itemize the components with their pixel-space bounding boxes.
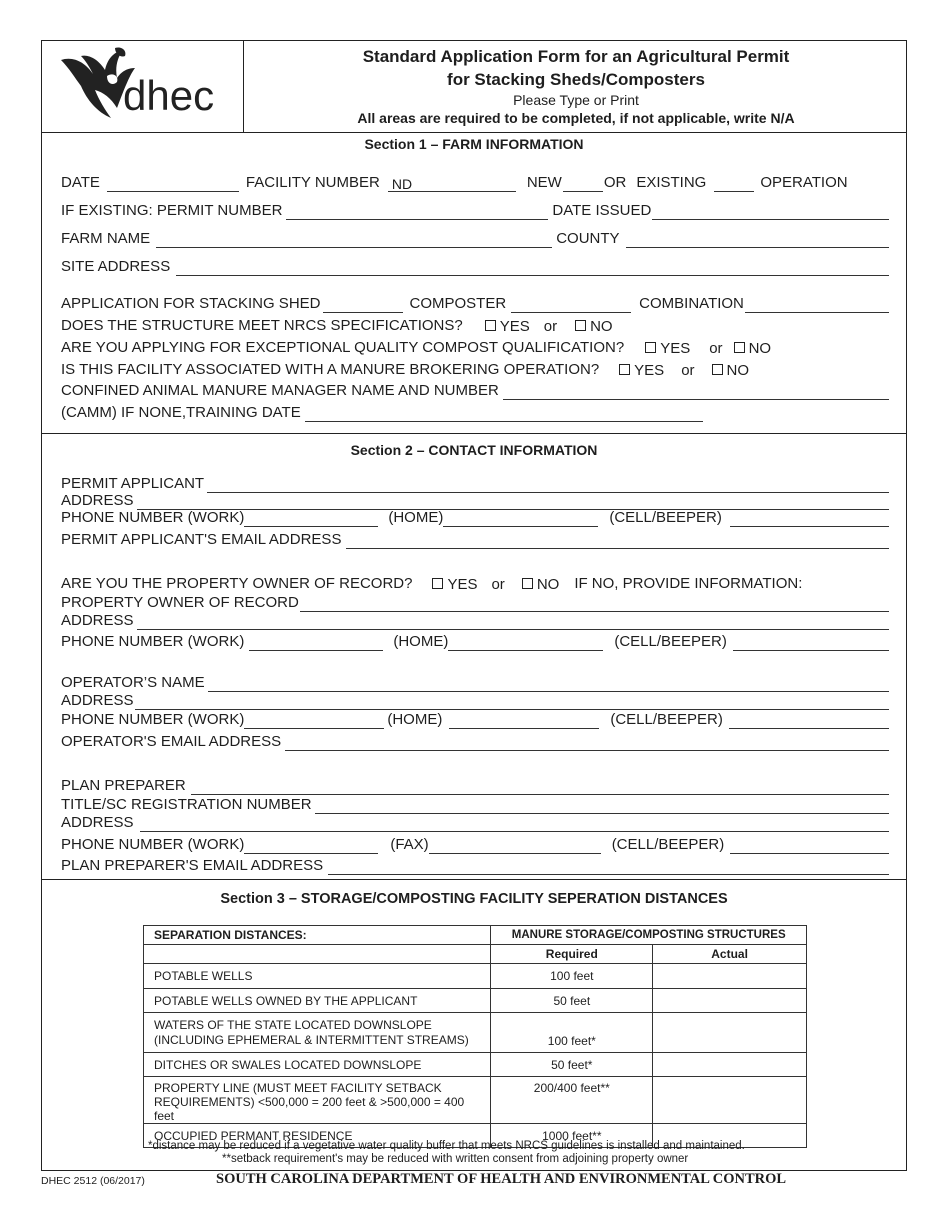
address-label: ADDRESS bbox=[61, 612, 134, 629]
home-label: (HOME) bbox=[388, 509, 444, 526]
row-applicant-email bbox=[61, 529, 890, 549]
county-label: COUNTY bbox=[556, 230, 620, 247]
owner-phone-home-field[interactable] bbox=[448, 636, 603, 651]
dhec-logo-icon bbox=[59, 46, 234, 124]
operator-phone-cell-field[interactable] bbox=[729, 714, 889, 729]
or-text: or bbox=[709, 340, 723, 357]
required-value: 50 feet* bbox=[491, 1053, 653, 1077]
or-text: or bbox=[491, 576, 505, 593]
distance-item: PROPERTY LINE (MUST MEET FACILITY SETBACK REQUIREMENTS) <500,000 = 200 feet & >500,000 = 400 feet bbox=[144, 1077, 491, 1124]
facility-number-field[interactable]: ND bbox=[388, 177, 516, 192]
owner-phone-work-field[interactable] bbox=[249, 636, 383, 651]
form-code: DHEC 2512 (06/2017) bbox=[41, 1175, 145, 1187]
operator-name-label: OPERATOR’S NAME bbox=[61, 674, 205, 691]
permit-applicant-label: PERMIT APPLICANT bbox=[61, 475, 205, 492]
preparer-phone-work-field[interactable] bbox=[244, 839, 378, 854]
operator-email-label: OPERATOR'S EMAIL ADDRESS bbox=[61, 733, 282, 750]
required-value: 100 feet* bbox=[491, 1013, 653, 1053]
distance-item: POTABLE WELLS OWNED BY THE APPLICANT bbox=[144, 989, 491, 1013]
fax-label: (FAX) bbox=[390, 836, 429, 853]
table-row bbox=[144, 1053, 807, 1077]
if-existing-label: IF EXISTING: PERMIT NUMBER bbox=[61, 202, 283, 219]
facility-number-label: FACILITY NUMBER bbox=[245, 174, 380, 191]
table-row bbox=[144, 964, 807, 989]
header-divider bbox=[41, 132, 907, 133]
checkbox-icon[interactable] bbox=[619, 364, 630, 375]
preparer-fax-field[interactable] bbox=[429, 839, 601, 854]
preparer-phone-cell-field[interactable] bbox=[730, 839, 889, 854]
brokering-no-option[interactable]: NO bbox=[712, 362, 750, 379]
row-site-address bbox=[61, 256, 890, 276]
form-title-line2: for Stacking Sheds/Composters bbox=[447, 70, 705, 89]
nrcs-yes-option[interactable]: YES bbox=[485, 318, 530, 335]
cell-label: (CELL/BEEPER) bbox=[609, 509, 722, 526]
checkbox-icon[interactable] bbox=[432, 578, 443, 589]
eq-compost-yes-option[interactable]: YES bbox=[645, 340, 690, 357]
operator-phone-work-field[interactable] bbox=[244, 714, 384, 729]
composter-label: COMPOSTER bbox=[409, 295, 507, 312]
owner-address-field[interactable] bbox=[137, 615, 889, 630]
row-farm-name bbox=[61, 228, 890, 248]
structures-header: MANURE STORAGE/COMPOSTING STRUCTURES bbox=[491, 926, 807, 945]
checkbox-icon[interactable] bbox=[485, 320, 496, 331]
distance-item: POTABLE WELLS bbox=[144, 964, 491, 989]
eq-compost-no-option[interactable]: NO bbox=[734, 340, 772, 357]
row-date-facility bbox=[61, 172, 890, 192]
eq-compost-question: ARE YOU APPLYING FOR EXCEPTIONAL QUALITY COMPOST QUALIFICATION? bbox=[61, 339, 625, 356]
or-text: or bbox=[681, 362, 695, 379]
table-row bbox=[144, 1013, 807, 1053]
required-value: 200/400 feet** bbox=[491, 1077, 653, 1124]
logo-box bbox=[41, 40, 244, 133]
owner-phone-cell-field[interactable] bbox=[733, 636, 889, 651]
row-camm-training bbox=[61, 402, 890, 422]
farm-name-label: FARM NAME bbox=[61, 230, 151, 247]
operator-address-field[interactable] bbox=[135, 695, 889, 710]
separation-distances-table bbox=[143, 925, 807, 1148]
footnote-vegetative-buffer: *distance may be reduced if a vegetative water quality buffer that meets NRCS guidelines is installed and maintained. bbox=[148, 1140, 745, 1152]
permit-number-field[interactable] bbox=[286, 205, 548, 220]
row-property-owner bbox=[61, 592, 890, 612]
organization-name: SOUTH CAROLINA DEPARTMENT OF HEALTH AND ENVIRONMENTAL CONTROL bbox=[216, 1171, 787, 1187]
applicant-email-field[interactable] bbox=[346, 534, 889, 549]
checkbox-icon[interactable] bbox=[645, 342, 656, 353]
row-preparer-address bbox=[61, 812, 890, 832]
section3-title: Section 3 – STORAGE/COMPOSTING FACILITY SEPERATION DISTANCES bbox=[220, 891, 728, 907]
site-address-label: SITE ADDRESS bbox=[61, 258, 171, 275]
row-application-for bbox=[61, 293, 890, 313]
phone-work-label: PHONE NUMBER (WORK) bbox=[61, 633, 245, 650]
row-operator-address bbox=[61, 690, 890, 710]
address-label: ADDRESS bbox=[61, 692, 134, 709]
actual-input[interactable] bbox=[653, 1077, 807, 1124]
row-title-registration bbox=[61, 794, 890, 814]
operator-phone-home-field[interactable] bbox=[449, 714, 599, 729]
property-owner-label: PROPERTY OWNER OF RECORD bbox=[61, 594, 299, 611]
checkbox-icon[interactable] bbox=[712, 364, 723, 375]
form-requirement: All areas are required to be completed, if not applicable, write N/A bbox=[357, 110, 795, 126]
row-preparer-email bbox=[61, 855, 890, 875]
phone-work-label: PHONE NUMBER (WORK) bbox=[61, 711, 245, 728]
plan-preparer-field[interactable] bbox=[191, 780, 889, 795]
row-preparer-phone bbox=[61, 834, 890, 854]
row-permit-number bbox=[61, 200, 890, 220]
distance-item: OCCUPIED PERMANT RESIDENCE bbox=[144, 1124, 491, 1148]
row-operator-name bbox=[61, 672, 890, 692]
combination-label: COMBINATION bbox=[639, 295, 744, 312]
required-header: Required bbox=[491, 945, 653, 964]
actual-input[interactable] bbox=[653, 989, 807, 1013]
checkbox-icon[interactable] bbox=[522, 578, 533, 589]
blank-header-cell bbox=[144, 945, 491, 964]
date-issued-label: DATE ISSUED bbox=[552, 202, 652, 219]
footnote-setback: **setback requirement's may be reduced with written consent from adjoining property owner bbox=[222, 1153, 689, 1165]
row-camm bbox=[61, 380, 890, 400]
actual-input[interactable] bbox=[653, 1053, 807, 1077]
title-registration-label: TITLE/SC REGISTRATION NUMBER bbox=[61, 796, 312, 813]
nrcs-question: DOES THE STRUCTURE MEET NRCS SPECIFICATIONS? bbox=[61, 317, 463, 334]
row-eq-compost bbox=[61, 337, 890, 357]
home-label: (HOME) bbox=[393, 633, 449, 650]
farm-name-field[interactable] bbox=[156, 233, 552, 248]
preparer-address-field[interactable] bbox=[140, 817, 889, 832]
existing-label: EXISTING bbox=[636, 174, 707, 191]
if-no-provide-label: IF NO, PROVIDE INFORMATION: bbox=[574, 575, 803, 592]
property-owner-no-option[interactable]: NO bbox=[522, 576, 560, 593]
row-operator-email bbox=[61, 731, 890, 751]
applicant-phone-home-field[interactable] bbox=[443, 512, 598, 527]
applicant-phone-work-field[interactable] bbox=[244, 512, 378, 527]
camm-training-label: (CAMM) IF NONE,TRAINING DATE bbox=[61, 404, 301, 421]
separation-distances-header: SEPARATION DISTANCES: bbox=[144, 926, 491, 945]
date-field[interactable] bbox=[107, 177, 239, 192]
row-nrcs bbox=[61, 315, 890, 335]
required-value: 50 feet bbox=[491, 989, 653, 1013]
section2-divider bbox=[41, 879, 907, 880]
brokering-yes-option[interactable]: YES bbox=[619, 362, 664, 379]
form-instruction: Please Type or Print bbox=[513, 92, 639, 108]
row-operator-phone bbox=[61, 709, 890, 729]
checkbox-icon[interactable] bbox=[575, 320, 586, 331]
form-title-line1: Standard Application Form for an Agricultural Permit bbox=[362, 47, 790, 66]
property-owner-question: ARE YOU THE PROPERTY OWNER OF RECORD? bbox=[61, 575, 413, 592]
new-field[interactable] bbox=[563, 177, 603, 192]
date-label: DATE bbox=[61, 174, 100, 191]
row-owner-phone bbox=[61, 631, 890, 651]
plan-preparer-label: PLAN PREPARER bbox=[61, 777, 186, 794]
existing-field[interactable] bbox=[714, 177, 754, 192]
camm-label: CONFINED ANIMAL MANURE MANAGER NAME AND NUMBER bbox=[61, 382, 499, 399]
section1-divider bbox=[41, 433, 907, 434]
operation-label: OPERATION bbox=[760, 174, 848, 191]
camm-field[interactable] bbox=[503, 385, 889, 400]
cell-label: (CELL/BEEPER) bbox=[611, 836, 725, 853]
address-label: ADDRESS bbox=[61, 814, 134, 831]
applicant-email-label: PERMIT APPLICANT'S EMAIL ADDRESS bbox=[61, 531, 342, 548]
preparer-email-label: PLAN PREPARER'S EMAIL ADDRESS bbox=[61, 857, 324, 874]
combination-field[interactable] bbox=[745, 298, 889, 313]
home-label: (HOME) bbox=[387, 711, 443, 728]
cell-label: (CELL/BEEPER) bbox=[614, 633, 727, 650]
actual-header: Actual bbox=[653, 945, 807, 964]
section2-title: Section 2 – CONTACT INFORMATION bbox=[350, 442, 598, 458]
applicant-phone-cell-field[interactable] bbox=[730, 512, 889, 527]
application-for-label: APPLICATION FOR STACKING SHED bbox=[61, 295, 321, 312]
county-field[interactable] bbox=[626, 233, 889, 248]
nrcs-no-option[interactable]: NO bbox=[575, 318, 613, 335]
new-label: NEW bbox=[526, 174, 562, 191]
row-brokering bbox=[61, 359, 890, 379]
preparer-email-field[interactable] bbox=[328, 860, 889, 875]
row-applicant-phone bbox=[61, 507, 890, 527]
operator-email-field[interactable] bbox=[285, 736, 889, 751]
distance-item: DITCHES OR SWALES LOCATED DOWNSLOPE bbox=[144, 1053, 491, 1077]
checkbox-icon[interactable] bbox=[734, 342, 745, 353]
brokering-question: IS THIS FACILITY ASSOCIATED WITH A MANURE BROKERING OPERATION? bbox=[61, 361, 600, 378]
composter-field[interactable] bbox=[511, 298, 631, 313]
row-owner-address bbox=[61, 610, 890, 630]
logo-text: dhec bbox=[123, 72, 215, 119]
or-label: OR bbox=[603, 174, 627, 191]
date-issued-field[interactable] bbox=[652, 205, 889, 220]
actual-input[interactable] bbox=[653, 1013, 807, 1053]
phone-work-label: PHONE NUMBER (WORK) bbox=[61, 836, 245, 853]
distance-item: WATERS OF THE STATE LOCATED DOWNSLOPE (INCLUDING EPHEMERAL & INTERMITTENT STREAMS) bbox=[144, 1013, 491, 1053]
property-owner-yes-option[interactable]: YES bbox=[432, 576, 477, 593]
actual-input[interactable] bbox=[653, 964, 807, 989]
address-label: ADDRESS bbox=[61, 492, 134, 509]
site-address-field[interactable] bbox=[176, 261, 889, 276]
phone-work-label: PHONE NUMBER (WORK) bbox=[61, 509, 245, 526]
table-row bbox=[144, 989, 807, 1013]
section1-title: Section 1 – FARM INFORMATION bbox=[364, 136, 584, 152]
stacking-shed-field[interactable] bbox=[323, 298, 403, 313]
or-text: or bbox=[543, 318, 558, 335]
required-value: 1000 feet** bbox=[491, 1124, 653, 1148]
table-row bbox=[144, 1077, 807, 1124]
row-plan-preparer bbox=[61, 775, 890, 795]
required-value: 100 feet bbox=[491, 964, 653, 989]
camm-training-field[interactable] bbox=[305, 407, 703, 422]
cell-label: (CELL/BEEPER) bbox=[610, 711, 723, 728]
row-property-owner-question bbox=[61, 573, 890, 593]
